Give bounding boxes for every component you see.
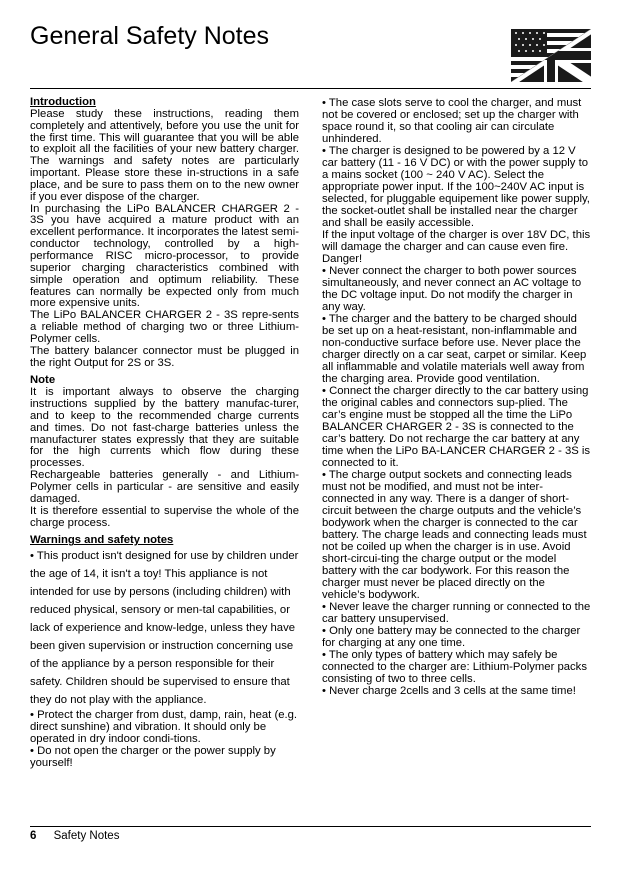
introduction-heading: Introduction [30,96,96,108]
intro-paragraph: The battery balancer connector must be plugged in the right Output for 2S or 3S. [30,344,299,369]
note-paragraph: Rechargeable batteries generally - and Lithium-Polymer cells in particular - are sensitive and easily damaged. [30,469,299,505]
note-paragraph: It is important always to observe the charging instructions supplied by the battery manufac-turer, and to keep to the recommended charge currents and times. Do not fast-charge batteries unless the manufacturer states expressly that they are suitable for the high currents which flow during these processes. [30,386,299,470]
warning-item: • Never charge 2cells and 3 cells at the same time! [322,685,576,697]
page-title: General Safety Notes [30,22,270,50]
note-paragraph: It is therefore essential to supervise the whole of the charge process. [30,504,299,529]
warning-item: • Connect the charger directly to the car battery using the original cables and connectors sup-plied. The car’s engine must be stopped all the time the LiPo BALANCER CHARGER 2 - 3S is connected to the car’s battery. Do not recharge the car battery at any time when the LiPo BA-LANCER CHARGER 2 - 3S is connected to it. [322,385,591,469]
left-column [30,97,299,769]
warning-item: • Only one battery may be connected to the charger for charging at any one time. [322,625,581,649]
warning-item: • The charge output sockets and connecting leads must not be modified, and must not be inter-connected in any way. There is a danger of short-circuit between the charge outputs and the vehicle’s bodywork when the charger is connected to the car battery. The charge leads and connecting leads must not be coiled up when the charger is in use. Avoid short-circui-ting the charge output or the model battery with the car bodywork. For this reason the charger must never be placed directly on the vehicle’s bodywork. [322,469,587,601]
warning-item: • Do not open the charger or the power supply by yourself! [30,745,276,770]
header-rule [30,88,591,89]
warning-item: • This product isn't designed for use by children under the age of 14, it isn't a toy! This appliance is not intended for use by persons (including children) with reduced physical, sensory or men-tal capabilities, or lack of experience and know-ledge, unless they have been given supervision or instruction concerning use of the appliance by a person responsible for their safety. Children should be supervised to ensure that they do not play with the appliance. [30,550,299,707]
warnings-heading: Warnings and safety notes [30,534,174,547]
warning-item: • Protect the charger from dust, damp, rain, heat (e.g. direct sunshine) and vibration. It should only be operated in dry indoor condi-tions. [30,709,298,746]
intro-paragraph: In purchasing the LiPo BALANCER CHARGER 2 - 3S you have acquired a mature product with an excellent performance. It incorporates the latest semi-conductor technology, controlled by a high-performance RISC micro-processor, to provide superior charging characteristics combined with simple operation and optimum reliability. These features can normally be expected only from much more expensive units. [30,202,299,310]
warning-item: • The charger and the battery to be charged should be set up on a heat-resistant, non-inflammable and non-conductive surface before use. Never place the charger directly on a car seat, carpet or similar. Keep all inflammable and volatile materials well away from the charging area. Provide good ventilation. [322,313,587,385]
footer-label: Safety Notes [53,830,120,842]
warning-item: If the input voltage of the charger is over 18V DC, this will damage the charger and can cause even fire. Danger! [322,229,591,265]
footer-rule [30,826,591,827]
warning-item: • The only types of battery which may safely be connected to the charger are: Lithium-Polymer packs consisting of two to three cells. [322,649,587,685]
right-column [322,97,591,697]
warning-item: • The case slots serve to cool the charger, and must not be covered or enclosed; set up the charger with space round it, so that cooling air can circulate unhindered. [322,97,582,145]
us-uk-flag-icon [511,29,591,82]
warning-item: • Never connect the charger to both power sources simultaneously, and never connect an AC voltage to the DC voltage input. Do not modify the charger in any way. [322,265,582,313]
intro-paragraph: The LiPo BALANCER CHARGER 2 - 3S repre-sents a reliable method of charging two or three Lithium-Polymer cells. [30,309,299,345]
warning-item: • The charger is designed to be powered by a 12 V car battery (11 - 16 V DC) or with the power supply to a mains socket (100 ~ 240 V AC). Select the appropriate power input. If the 100~240V AC input is selected, for pluggable equipement like power supply, the socket-outlet shall be installed near the charger and shall be easily accessible. [322,145,590,229]
note-heading: Note [30,374,56,387]
page-footer [30,830,119,842]
warning-item: • Never leave the charger running or connected to the car battery unsupervised. [322,601,591,625]
page-number: 6 [30,830,37,842]
intro-paragraph: Please study these instructions, reading them completely and attentively, before you use the unit for the first time. This will guarantee that you will be able to exploit all the facilities of your new battery charger. The warnings and safety notes are particularly important. Please store these in-structions in a safe place, and be sure to pass them on to the new owner if you ever dispose of the charger. [30,107,299,203]
